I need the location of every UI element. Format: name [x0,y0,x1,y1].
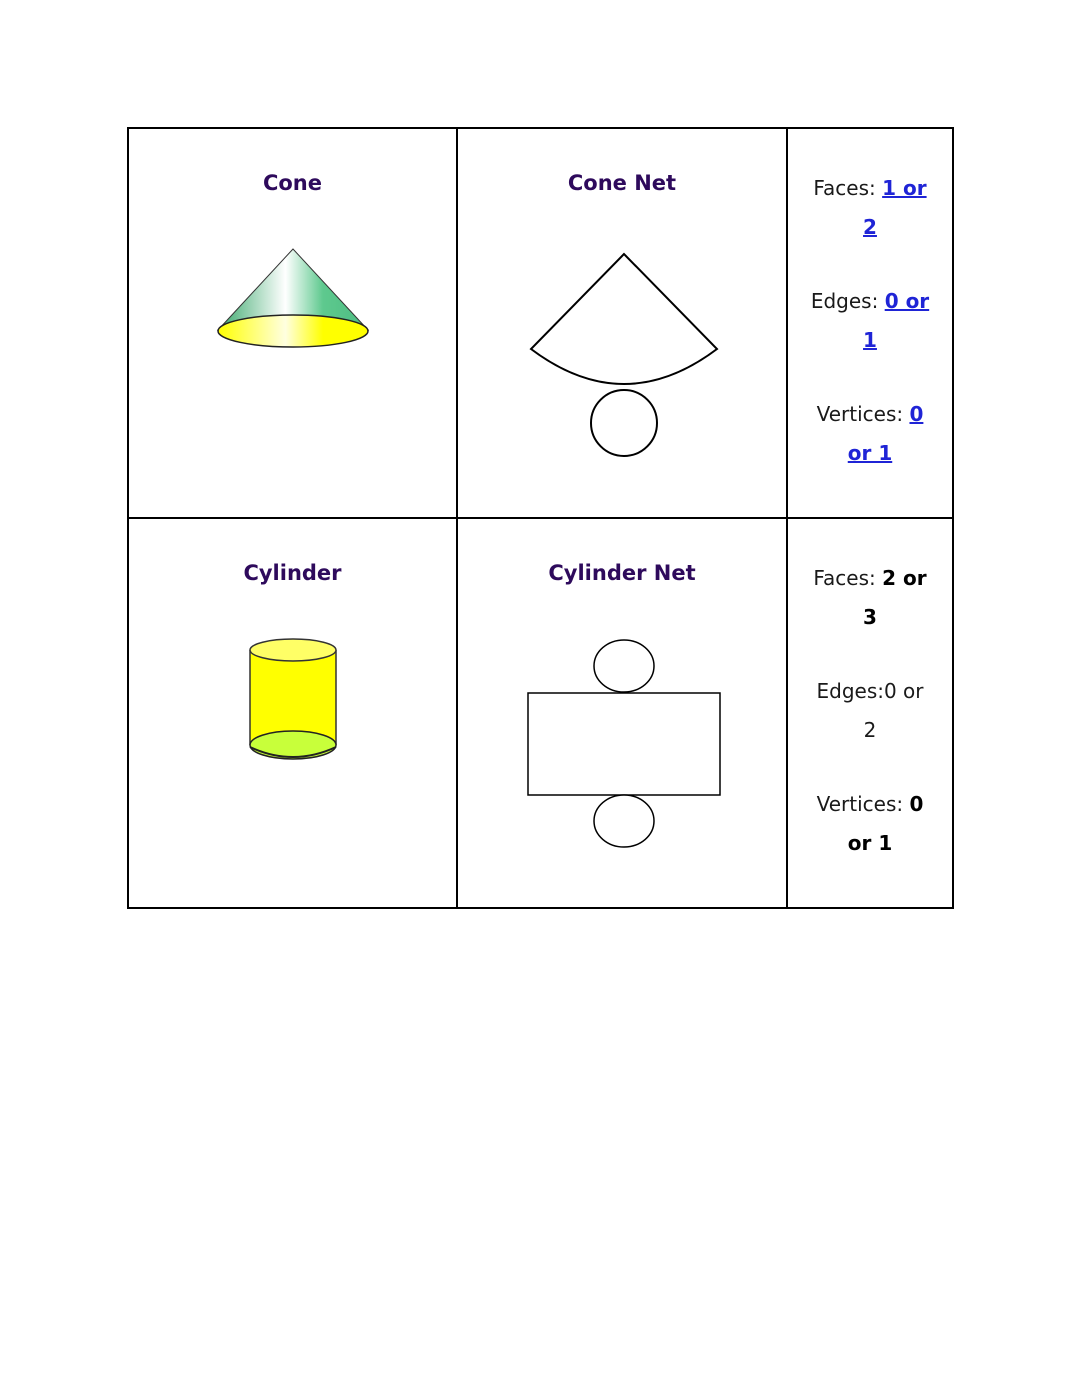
cone-faces-link-2[interactable]: 2 [863,214,877,239]
cone-faces: Faces: 1 or 2 [813,176,927,239]
table-row-cone [128,128,953,518]
cone-net-title: Cone Net [567,171,677,195]
cone-edges-link-2[interactable]: 1 [863,327,877,352]
cylinder-edges: Edges:0 or 2 [816,679,924,742]
cylinder-cell [128,518,457,908]
cylinder-properties [788,559,952,898]
cone-vertices-link-2[interactable]: or 1 [847,440,893,465]
cylinder-3d-icon [129,629,456,769]
cone-net-icon [458,239,786,469]
cone-properties-cell [787,128,953,518]
cone-net-cell [457,128,787,518]
cone-faces-link[interactable]: 1 or [882,176,927,200]
cylinder-properties-cell [787,518,953,908]
cone-3d-icon [129,239,456,359]
cone-edges: Edges: 0 or 1 [810,289,930,352]
cylinder-faces: Faces: 2 or 3 [813,566,927,629]
cone-properties [788,169,952,508]
shapes-table [127,127,954,909]
cone-cell [128,128,457,518]
cylinder-net-cell [457,518,787,908]
cylinder-title: Cylinder [243,561,342,585]
cone-vertices: Vertices: 0 or 1 [816,402,924,465]
cylinder-vertices: Vertices: 0 or 1 [816,792,924,855]
cone-title: Cone [262,171,323,195]
cylinder-net-icon [458,629,786,859]
table-row-cylinder [128,518,953,908]
cylinder-net-title: Cylinder Net [548,561,696,585]
cone-edges-link[interactable]: 0 or [884,289,930,313]
cone-vertices-link[interactable]: 0 [909,402,924,426]
